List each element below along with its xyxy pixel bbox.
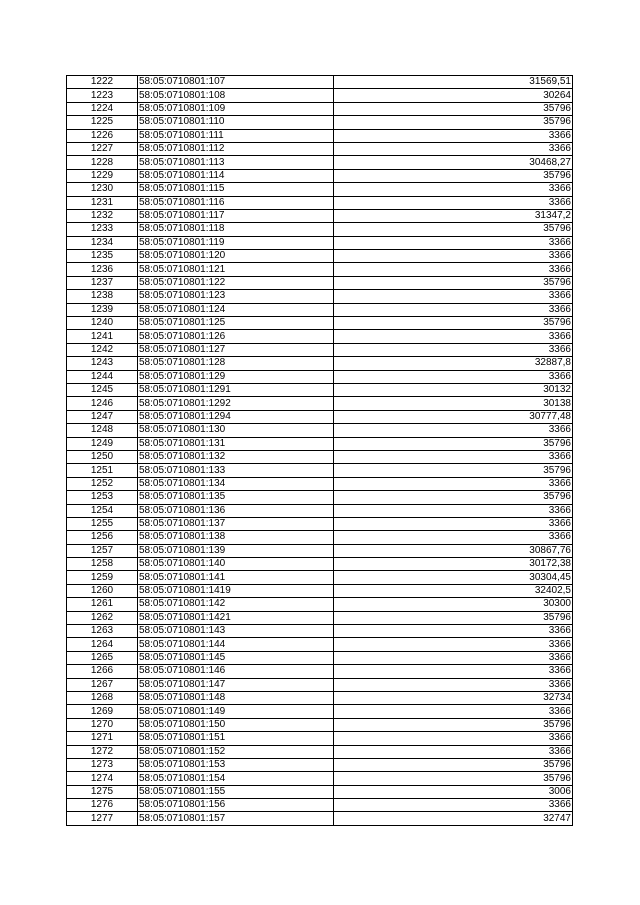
table-row [67,250,573,263]
table-row [67,317,573,330]
cadastral-number-cell: 58:05:0710801:143 [138,625,334,638]
value-cell: 32747 [334,812,573,825]
table-row [67,611,573,624]
cadastral-number-cell: 58:05:0710801:118 [138,223,334,236]
value-cell: 31569,51 [334,76,573,89]
cadastral-number-cell: 58:05:0710801:131 [138,437,334,450]
row-number-cell: 1266 [67,665,138,678]
table-row [67,517,573,530]
table-row [67,156,573,169]
table-row [67,491,573,504]
table-row [67,584,573,597]
table-row [67,410,573,423]
table-row [67,772,573,785]
table-row [67,812,573,825]
value-cell: 35796 [334,611,573,624]
value-cell: 30777,48 [334,410,573,423]
value-cell: 3366 [334,477,573,490]
table-row [67,785,573,798]
cadastral-number-cell: 58:05:0710801:127 [138,343,334,356]
row-number-cell: 1273 [67,758,138,771]
row-number-cell: 1231 [67,196,138,209]
cadastral-number-cell: 58:05:0710801:157 [138,812,334,825]
cadastral-number-cell: 58:05:0710801:147 [138,678,334,691]
table-row [67,142,573,155]
row-number-cell: 1222 [67,76,138,89]
row-number-cell: 1252 [67,477,138,490]
row-number-cell: 1248 [67,424,138,437]
value-cell: 3366 [334,343,573,356]
row-number-cell: 1226 [67,129,138,142]
cadastral-number-cell: 58:05:0710801:153 [138,758,334,771]
row-number-cell: 1258 [67,558,138,571]
row-number-cell: 1250 [67,450,138,463]
table-row [67,169,573,182]
cadastral-number-cell: 58:05:0710801:112 [138,142,334,155]
value-cell: 3366 [334,263,573,276]
row-number-cell: 1238 [67,290,138,303]
row-number-cell: 1249 [67,437,138,450]
row-number-cell: 1259 [67,571,138,584]
table-row [67,236,573,249]
value-cell: 30300 [334,598,573,611]
value-cell: 35796 [334,169,573,182]
value-cell: 35796 [334,317,573,330]
table-row [67,183,573,196]
row-number-cell: 1267 [67,678,138,691]
row-number-cell: 1261 [67,598,138,611]
table-row [67,638,573,651]
table-row [67,129,573,142]
value-cell: 3006 [334,785,573,798]
cadastral-number-cell: 58:05:0710801:155 [138,785,334,798]
cadastral-number-cell: 58:05:0710801:137 [138,517,334,530]
table-row [67,745,573,758]
value-cell: 30264 [334,89,573,102]
table-row [67,464,573,477]
value-cell: 3366 [334,638,573,651]
cadastral-number-cell: 58:05:0710801:113 [138,156,334,169]
table-row [67,397,573,410]
table-row [67,531,573,544]
value-cell: 31347,2 [334,209,573,222]
table-row [67,196,573,209]
table-row [67,625,573,638]
table-row [67,116,573,129]
row-number-cell: 1228 [67,156,138,169]
value-cell: 3366 [334,303,573,316]
cadastral-number-cell: 58:05:0710801:132 [138,450,334,463]
cadastral-number-cell: 58:05:0710801:136 [138,504,334,517]
value-cell: 30468,27 [334,156,573,169]
table-row [67,665,573,678]
row-number-cell: 1262 [67,611,138,624]
cadastral-number-cell: 58:05:0710801:128 [138,357,334,370]
table-row [67,678,573,691]
row-number-cell: 1277 [67,812,138,825]
table-row [67,223,573,236]
value-cell: 30304,45 [334,571,573,584]
row-number-cell: 1269 [67,705,138,718]
value-cell: 3366 [334,745,573,758]
cadastral-number-cell: 58:05:0710801:125 [138,317,334,330]
row-number-cell: 1246 [67,397,138,410]
value-cell: 32887,8 [334,357,573,370]
cadastral-number-cell: 58:05:0710801:111 [138,129,334,142]
value-cell: 32734 [334,691,573,704]
cadastral-value-table [66,75,573,826]
value-cell: 35796 [334,116,573,129]
value-cell: 35796 [334,464,573,477]
cadastral-number-cell: 58:05:0710801:145 [138,651,334,664]
cadastral-number-cell: 58:05:0710801:1294 [138,410,334,423]
value-cell: 3366 [334,129,573,142]
value-cell: 30138 [334,397,573,410]
row-number-cell: 1256 [67,531,138,544]
cadastral-number-cell: 58:05:0710801:152 [138,745,334,758]
cadastral-number-cell: 58:05:0710801:123 [138,290,334,303]
row-number-cell: 1241 [67,330,138,343]
table-row [67,437,573,450]
value-cell: 3366 [334,196,573,209]
table-row [67,330,573,343]
row-number-cell: 1264 [67,638,138,651]
cadastral-number-cell: 58:05:0710801:141 [138,571,334,584]
row-number-cell: 1225 [67,116,138,129]
cadastral-number-cell: 58:05:0710801:135 [138,491,334,504]
table-row [67,598,573,611]
value-cell: 3366 [334,183,573,196]
value-cell: 30132 [334,383,573,396]
cadastral-number-cell: 58:05:0710801:149 [138,705,334,718]
row-number-cell: 1243 [67,357,138,370]
table-row [67,343,573,356]
row-number-cell: 1242 [67,343,138,356]
cadastral-number-cell: 58:05:0710801:114 [138,169,334,182]
cadastral-number-cell: 58:05:0710801:107 [138,76,334,89]
value-cell: 3366 [334,504,573,517]
table-row [67,303,573,316]
cadastral-number-cell: 58:05:0710801:140 [138,558,334,571]
row-number-cell: 1265 [67,651,138,664]
cadastral-number-cell: 58:05:0710801:121 [138,263,334,276]
cadastral-number-cell: 58:05:0710801:133 [138,464,334,477]
row-number-cell: 1224 [67,102,138,115]
table-row [67,370,573,383]
table-row [67,102,573,115]
row-number-cell: 1251 [67,464,138,477]
cadastral-number-cell: 58:05:0710801:109 [138,102,334,115]
row-number-cell: 1237 [67,276,138,289]
cadastral-number-cell: 58:05:0710801:138 [138,531,334,544]
row-number-cell: 1239 [67,303,138,316]
table-row [67,209,573,222]
cadastral-number-cell: 58:05:0710801:142 [138,598,334,611]
row-number-cell: 1254 [67,504,138,517]
cadastral-number-cell: 58:05:0710801:119 [138,236,334,249]
row-number-cell: 1233 [67,223,138,236]
table-row [67,799,573,812]
row-number-cell: 1235 [67,250,138,263]
cadastral-number-cell: 58:05:0710801:130 [138,424,334,437]
value-cell: 3366 [334,370,573,383]
value-cell: 3366 [334,665,573,678]
cadastral-number-cell: 58:05:0710801:156 [138,799,334,812]
row-number-cell: 1230 [67,183,138,196]
value-cell: 35796 [334,437,573,450]
value-cell: 3366 [334,424,573,437]
table-row [67,89,573,102]
table-row [67,691,573,704]
table-row [67,290,573,303]
row-number-cell: 1223 [67,89,138,102]
value-cell: 30867,76 [334,544,573,557]
cadastral-number-cell: 58:05:0710801:150 [138,718,334,731]
value-cell: 3366 [334,450,573,463]
table-row [67,263,573,276]
value-cell: 3366 [334,651,573,664]
row-number-cell: 1268 [67,691,138,704]
row-number-cell: 1245 [67,383,138,396]
cadastral-number-cell: 58:05:0710801:116 [138,196,334,209]
cadastral-number-cell: 58:05:0710801:139 [138,544,334,557]
table-row [67,558,573,571]
cadastral-number-cell: 58:05:0710801:126 [138,330,334,343]
table-row [67,705,573,718]
table-row [67,477,573,490]
table-row [67,424,573,437]
value-cell: 3366 [334,330,573,343]
value-cell: 3366 [334,531,573,544]
cadastral-number-cell: 58:05:0710801:154 [138,772,334,785]
cadastral-number-cell: 58:05:0710801:129 [138,370,334,383]
cadastral-number-cell: 58:05:0710801:108 [138,89,334,102]
table-row [67,383,573,396]
table-body [67,76,573,826]
row-number-cell: 1236 [67,263,138,276]
row-number-cell: 1272 [67,745,138,758]
cadastral-number-cell: 58:05:0710801:110 [138,116,334,129]
value-cell: 30172,38 [334,558,573,571]
table-row [67,504,573,517]
cadastral-number-cell: 58:05:0710801:151 [138,732,334,745]
cadastral-number-cell: 58:05:0710801:120 [138,250,334,263]
row-number-cell: 1247 [67,410,138,423]
value-cell: 3366 [334,142,573,155]
value-cell: 3366 [334,250,573,263]
value-cell: 35796 [334,102,573,115]
value-cell: 3366 [334,799,573,812]
row-number-cell: 1240 [67,317,138,330]
row-number-cell: 1227 [67,142,138,155]
row-number-cell: 1263 [67,625,138,638]
value-cell: 3366 [334,705,573,718]
table-row [67,571,573,584]
row-number-cell: 1275 [67,785,138,798]
value-cell: 35796 [334,718,573,731]
table-row [67,758,573,771]
row-number-cell: 1274 [67,772,138,785]
value-cell: 35796 [334,276,573,289]
table-row [67,544,573,557]
value-cell: 3366 [334,236,573,249]
cadastral-number-cell: 58:05:0710801:146 [138,665,334,678]
cadastral-number-cell: 58:05:0710801:134 [138,477,334,490]
row-number-cell: 1255 [67,517,138,530]
value-cell: 35796 [334,223,573,236]
value-cell: 35796 [334,491,573,504]
cadastral-number-cell: 58:05:0710801:124 [138,303,334,316]
table-row [67,450,573,463]
row-number-cell: 1232 [67,209,138,222]
row-number-cell: 1253 [67,491,138,504]
row-number-cell: 1257 [67,544,138,557]
row-number-cell: 1271 [67,732,138,745]
cadastral-number-cell: 58:05:0710801:1292 [138,397,334,410]
value-cell: 35796 [334,772,573,785]
value-cell: 3366 [334,517,573,530]
row-number-cell: 1276 [67,799,138,812]
value-cell: 35796 [334,758,573,771]
row-number-cell: 1260 [67,584,138,597]
value-cell: 3366 [334,625,573,638]
table-row [67,651,573,664]
value-cell: 3366 [334,678,573,691]
cadastral-number-cell: 58:05:0710801:1291 [138,383,334,396]
row-number-cell: 1229 [67,169,138,182]
value-cell: 3366 [334,290,573,303]
value-cell: 32402,5 [334,584,573,597]
cadastral-number-cell: 58:05:0710801:117 [138,209,334,222]
value-cell: 3366 [334,732,573,745]
row-number-cell: 1270 [67,718,138,731]
cadastral-number-cell: 58:05:0710801:115 [138,183,334,196]
table-row [67,76,573,89]
table-row [67,276,573,289]
cadastral-number-cell: 58:05:0710801:144 [138,638,334,651]
row-number-cell: 1234 [67,236,138,249]
cadastral-number-cell: 58:05:0710801:1421 [138,611,334,624]
cadastral-number-cell: 58:05:0710801:1419 [138,584,334,597]
table-row [67,357,573,370]
table-row [67,718,573,731]
cadastral-number-cell: 58:05:0710801:122 [138,276,334,289]
table-row [67,732,573,745]
row-number-cell: 1244 [67,370,138,383]
cadastral-number-cell: 58:05:0710801:148 [138,691,334,704]
